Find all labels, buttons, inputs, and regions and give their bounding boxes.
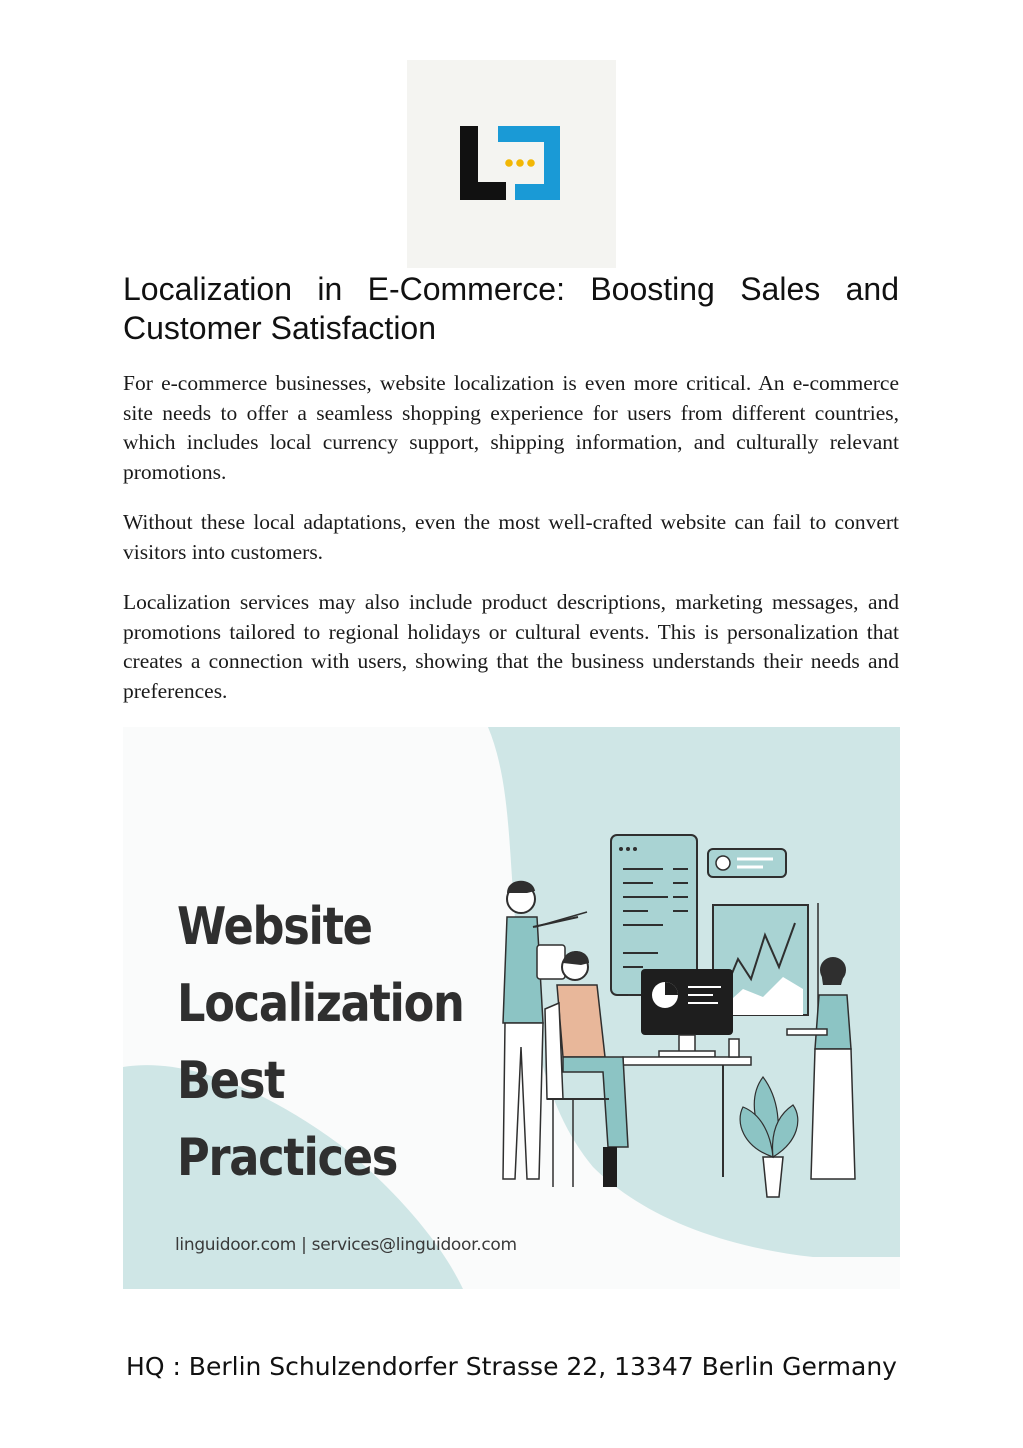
banner-contact: linguidoor.com | services@linguidoor.com [175,1235,517,1255]
check-badge-icon [708,849,786,877]
banner-title-line: Localization [177,974,464,1034]
linguidoor-logo-icon [407,60,616,268]
banner-title [177,889,464,1197]
paragraph-adaptations: Without these local adaptations, even the most well-crafted website can fail to convert visitors into customers. [123,510,899,564]
banner-title-line: Website [177,897,372,957]
paragraph-ecommerce: For e-commerce businesses, website localization is even more critical. An e-commerce site needs to offer a seamless shopping experience for users from different countries, which includes local currency support, shipping information, and culturally relevant promotions. [123,371,899,484]
banner-title-line: Practices [177,1128,398,1188]
banner-title-line: Best [177,1051,285,1111]
article-title: Localization in E-Commerce: Boosting Sales and Customer Satisfaction [123,271,899,346]
company-logo [407,60,616,268]
paragraph-services: Localization services may also include product descriptions, marketing messages, and promotions tailored to regional holidays or cultural events. This is personalization that creates a connection with users, showing that the business understands their needs and preferences. [123,590,899,703]
website-localization-banner [123,727,900,1289]
footer-address: HQ : Berlin Schulzendorfer Strasse 22, 13347 Berlin Germany [126,1352,897,1381]
